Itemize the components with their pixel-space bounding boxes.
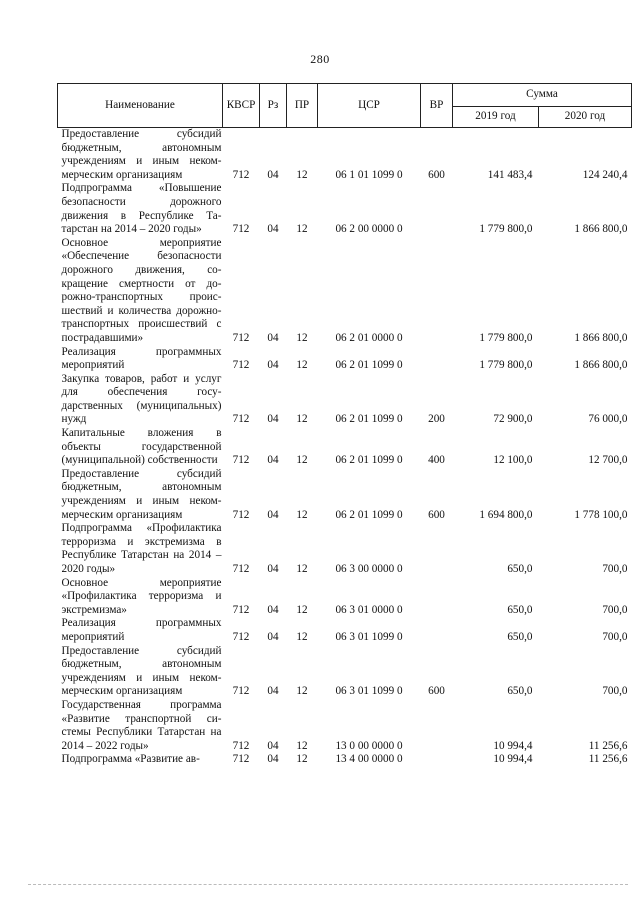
row-rz: 04 [267, 413, 279, 426]
header-2020: 2020 год [539, 107, 632, 128]
row-kvsr: 712 [232, 331, 250, 344]
row-sum-2020: 1 778 100,0 [574, 508, 628, 521]
table-row [58, 577, 632, 618]
row-vr [421, 753, 453, 767]
row-sum-2020: 700,0 [602, 685, 628, 698]
header-sum: Сумма [453, 84, 632, 107]
row-sum-2020: 700,0 [602, 563, 628, 575]
row-name: Подпрограмма «Профилактика терроризма и экстремизма в Республике Татарстан на 2014 – 2020 годы» [61, 522, 222, 575]
row-sum-2019: 1 694 800,0 [479, 508, 533, 521]
row-rz: 04 [267, 685, 279, 698]
page-number: 280 [310, 52, 330, 66]
row-sum-2019: 12 100,0 [493, 454, 533, 467]
row-sum-2020: 11 256,6 [588, 739, 628, 752]
row-rz: 04 [267, 563, 279, 575]
row-sum-2020: 76 000,0 [588, 413, 628, 426]
row-sum-2020: 12 700,0 [588, 454, 628, 467]
row-pr: 12 [296, 223, 308, 236]
row-pr: 12 [296, 739, 308, 752]
row-name: Предоставление субсидий бюджетным, автономным учреждениям и иным некоммерческим организациям [61, 644, 222, 698]
row-rz: 04 [267, 168, 279, 181]
row-csr: 06 2 01 0000 0 [335, 331, 403, 344]
row-csr: 06 3 01 1099 0 [335, 685, 403, 698]
header-rz: Рз [260, 84, 287, 128]
row-name: Реализация программных мероприятий [61, 617, 222, 643]
row-kvsr: 712 [232, 603, 250, 616]
row-vr [421, 237, 453, 346]
table-row [58, 522, 632, 576]
row-kvsr: 712 [232, 223, 250, 236]
row-kvsr: 712 [232, 454, 250, 467]
row-vr [421, 182, 453, 236]
row-pr: 12 [296, 508, 308, 521]
row-sum-2019: 72 900,0 [493, 413, 533, 426]
table-row [58, 237, 632, 346]
row-sum-2019: 10 994,4 [493, 753, 533, 766]
row-rz: 04 [267, 359, 279, 372]
row-vr [421, 617, 453, 644]
row-sum-2020: 1 866 800,0 [574, 331, 628, 344]
row-sum-2019: 650,0 [507, 563, 533, 575]
row-name: Реализация программных мероприятий [61, 345, 222, 372]
row-name: Подпрограмма «Развитие ав- [61, 753, 200, 766]
row-pr: 12 [296, 168, 308, 181]
row-name: Основное мероприятие «Профилактика терроризма и экстремизма» [61, 576, 222, 616]
table-row [58, 373, 632, 427]
row-sum-2019: 650,0 [507, 603, 533, 616]
row-pr: 12 [296, 359, 308, 372]
row-rz: 04 [267, 454, 279, 467]
row-rz: 04 [267, 739, 279, 752]
row-name: Предоставление субсидий бюджетным, автономным учреждениям и иным некоммерческим организациям [61, 467, 222, 521]
row-rz: 04 [267, 630, 279, 643]
row-kvsr: 712 [232, 359, 250, 372]
row-vr [421, 577, 453, 618]
header-pr: ПР [287, 84, 318, 128]
row-rz: 04 [267, 508, 279, 521]
table-header [58, 84, 632, 128]
row-sum-2019: 1 779 800,0 [479, 331, 533, 344]
row-vr [421, 699, 453, 753]
row-name: Государственная программа «Развитие транспортной системы Республики Татарстан на 2014 – 2022 годы» [61, 698, 222, 752]
table-row [58, 182, 632, 236]
row-csr: 06 2 00 0000 0 [335, 223, 403, 236]
row-vr [421, 522, 453, 576]
row-csr: 06 3 01 1099 0 [335, 630, 403, 643]
header-csr: ЦСР [318, 84, 421, 128]
bottom-divider [28, 884, 628, 885]
row-sum-2020: 1 866 800,0 [574, 223, 628, 236]
header-2019: 2019 год [453, 107, 539, 128]
row-csr: 06 1 01 1099 0 [335, 168, 403, 181]
row-csr: 13 4 00 0000 0 [335, 753, 403, 766]
table-row [58, 346, 632, 373]
row-csr: 06 3 01 0000 0 [335, 603, 403, 616]
table-row [58, 128, 632, 183]
row-vr [421, 346, 453, 373]
row-kvsr: 712 [232, 739, 250, 752]
row-sum-2020: 124 240,4 [582, 168, 628, 181]
row-kvsr: 712 [232, 685, 250, 698]
row-kvsr: 712 [232, 753, 250, 766]
row-csr: 06 2 01 1099 0 [335, 359, 403, 372]
row-kvsr: 712 [232, 508, 250, 521]
table-row [58, 427, 632, 468]
table-row [58, 468, 632, 522]
header-kvsr: КВСР [223, 84, 260, 128]
header-name: Наименование [58, 84, 223, 128]
row-sum-2020: 700,0 [602, 603, 628, 616]
row-kvsr: 712 [232, 168, 250, 181]
row-sum-2019: 141 483,4 [487, 168, 533, 181]
row-sum-2019: 650,0 [507, 685, 533, 698]
row-name: Подпрограмма «Повышение безопасности дорожного движения в Республике Татарстан на 2014 – 2020 годы» [61, 182, 222, 236]
table-row [58, 645, 632, 699]
row-name: Закупка товаров, работ и услуг для обеспечения государственных (муниципальных) нужд [61, 372, 222, 426]
row-csr: 13 0 00 0000 0 [335, 739, 403, 752]
row-vr: 600 [428, 508, 445, 521]
row-vr: 600 [428, 168, 445, 181]
row-sum-2019: 1 779 800,0 [479, 359, 533, 372]
row-csr: 06 2 01 1099 0 [335, 413, 403, 426]
row-pr: 12 [296, 413, 308, 426]
row-rz: 04 [267, 331, 279, 344]
row-rz: 04 [267, 223, 279, 236]
row-pr: 12 [296, 753, 308, 766]
table-body [58, 128, 632, 767]
row-sum-2019: 650,0 [507, 630, 533, 643]
row-pr: 12 [296, 685, 308, 698]
table-row [58, 699, 632, 753]
row-vr: 400 [428, 454, 445, 467]
row-rz: 04 [267, 753, 279, 766]
row-pr: 12 [296, 331, 308, 344]
row-csr: 06 2 01 1099 0 [335, 454, 403, 467]
header-vr: ВР [421, 84, 453, 128]
row-sum-2020: 700,0 [602, 630, 628, 643]
row-csr: 06 2 01 1099 0 [335, 508, 403, 521]
budget-table [57, 83, 632, 767]
row-vr: 600 [428, 685, 445, 698]
row-rz: 04 [267, 603, 279, 616]
row-pr: 12 [296, 603, 308, 616]
row-name: Предоставление субсидий бюджетным, автономным учреждениям и иным некоммерческим организациям [61, 128, 222, 181]
row-kvsr: 712 [232, 563, 250, 575]
row-pr: 12 [296, 454, 308, 467]
table-row [58, 753, 632, 767]
row-pr: 12 [296, 630, 308, 643]
row-csr: 06 3 00 0000 0 [335, 563, 403, 575]
row-pr: 12 [296, 563, 308, 575]
row-kvsr: 712 [232, 413, 250, 426]
row-sum-2020: 1 866 800,0 [574, 359, 628, 372]
row-sum-2019: 10 994,4 [493, 739, 533, 752]
table-row [58, 617, 632, 644]
row-vr: 200 [428, 413, 445, 426]
row-kvsr: 712 [232, 630, 250, 643]
row-sum-2020: 11 256,6 [588, 753, 628, 766]
row-sum-2019: 1 779 800,0 [479, 223, 533, 236]
row-name: Основное мероприятие «Обеспечение безопасности дорожного движения, сокращение смертности от дорожно-транспортных происшествий и количества дорожно-транспортных происшествий с пострадавшими» [61, 236, 222, 344]
row-name: Капитальные вложения в объекты государственной (муниципальной) собственности [61, 427, 222, 467]
